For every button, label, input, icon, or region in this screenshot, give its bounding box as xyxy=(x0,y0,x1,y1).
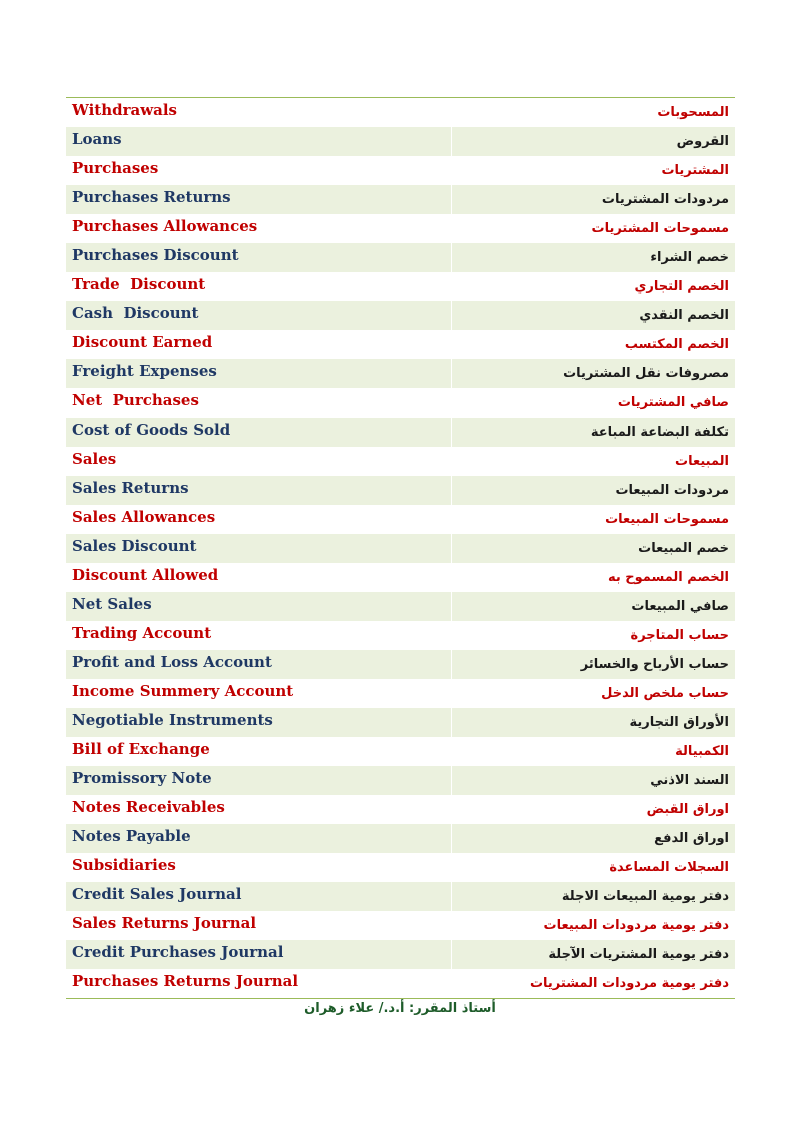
table-row xyxy=(66,447,735,476)
term-arabic: دفتر يومية المشتريات الآجلة xyxy=(548,947,729,963)
term-english: Bill of Exchange xyxy=(72,740,210,759)
table-row xyxy=(66,853,735,882)
term-english: Cost of Goods Sold xyxy=(66,418,452,447)
term-english: Cash Discount xyxy=(66,301,452,330)
table-row xyxy=(66,563,735,592)
term-arabic: اوراق القبض xyxy=(646,802,729,818)
term-english: Sales Returns xyxy=(66,476,452,505)
term-english: Promissory Note xyxy=(66,766,452,795)
term-arabic: حساب المتاجرة xyxy=(630,627,729,643)
table-row xyxy=(66,127,735,156)
term-english: Notes Payable xyxy=(66,824,452,853)
term-english: Purchases Returns Journal xyxy=(72,972,299,991)
term-english: Trading Account xyxy=(72,623,212,642)
term-english: Purchases xyxy=(72,159,159,178)
term-english: Purchases Returns xyxy=(66,185,452,214)
table-row xyxy=(66,476,735,505)
table-row xyxy=(66,969,735,998)
term-arabic: السند الاذني xyxy=(650,773,729,789)
term-english: Purchases Allowances xyxy=(72,217,258,236)
term-arabic: الخصم التجاري xyxy=(634,279,729,295)
table-row xyxy=(66,708,735,737)
term-arabic: دفتر يومية مردودات المبيعات xyxy=(543,918,729,934)
term-arabic: حساب ملخص الدخل xyxy=(601,685,729,701)
term-arabic: تكلفة البضاعة المباعة xyxy=(590,424,729,440)
term-arabic: دفتر يومية المبيعات الاجلة xyxy=(561,889,729,905)
table-row xyxy=(66,388,735,417)
term-english: Discount Allowed xyxy=(72,565,219,584)
term-english: Withdrawals xyxy=(72,101,177,119)
term-english: Income Summery Account xyxy=(72,681,294,700)
term-english: Profit and Loss Account xyxy=(66,650,452,679)
term-arabic: مسموحات المشتريات xyxy=(591,221,729,237)
term-english: Credit Sales Journal xyxy=(66,882,452,911)
table-row xyxy=(66,214,735,243)
term-english: Sales Discount xyxy=(66,534,452,563)
term-english: Sales xyxy=(72,449,117,468)
table-row xyxy=(66,330,735,359)
term-english: Trade Discount xyxy=(72,275,206,294)
term-english: Net Sales xyxy=(66,592,452,621)
table-row xyxy=(66,505,735,534)
term-english: Sales Returns Journal xyxy=(72,914,257,933)
glossary-table xyxy=(66,97,735,999)
table-row xyxy=(66,940,735,969)
table-row xyxy=(66,882,735,911)
term-english: Freight Expenses xyxy=(66,359,452,388)
term-arabic: الخصم المكتسب xyxy=(624,337,729,353)
table-row xyxy=(66,272,735,301)
table-row xyxy=(66,795,735,824)
table-row xyxy=(66,650,735,679)
term-arabic: مسموحات المبيعات xyxy=(605,511,729,527)
term-arabic: دفتر يومية مردودات المشتريات xyxy=(529,976,729,992)
term-arabic: الأوراق التجارية xyxy=(629,714,729,730)
term-english: Credit Purchases Journal xyxy=(66,940,452,969)
table-row xyxy=(66,824,735,853)
table-row xyxy=(66,243,735,272)
term-arabic: السجلات المساعدة xyxy=(609,860,729,876)
term-arabic: القروض xyxy=(676,134,729,150)
term-arabic: الكمبيالة xyxy=(675,744,729,760)
table-row xyxy=(66,592,735,621)
table-row xyxy=(66,359,735,388)
table-row xyxy=(66,737,735,766)
term-arabic: حساب الأرباح والخسائر xyxy=(580,656,729,672)
table-row xyxy=(66,98,735,127)
term-arabic: خصم المبيعات xyxy=(638,540,729,556)
table-row xyxy=(66,534,735,563)
term-english: Discount Earned xyxy=(72,333,213,352)
table-row xyxy=(66,418,735,447)
term-arabic: خصم الشراء xyxy=(650,250,729,266)
table-row xyxy=(66,185,735,214)
term-arabic: مردودات المبيعات xyxy=(615,482,729,498)
term-arabic: صافي المبيعات xyxy=(631,598,729,614)
instructor-credit: أستاذ المقرر: أ.د./ علاء زهران xyxy=(304,1001,496,1016)
table-row xyxy=(66,621,735,650)
term-arabic: مردودات المشتريات xyxy=(601,192,729,208)
table-row xyxy=(66,156,735,185)
term-english: Purchases Discount xyxy=(66,243,452,272)
term-arabic: صافي المشتريات xyxy=(617,395,729,411)
table-row xyxy=(66,766,735,795)
term-arabic: الخصم المسموح به xyxy=(607,569,729,585)
term-arabic: الخصم النقدي xyxy=(639,308,729,324)
term-arabic: المسحوبات xyxy=(657,105,729,120)
term-english: Subsidiaries xyxy=(72,856,176,875)
term-arabic: المشتريات xyxy=(661,163,729,179)
table-row xyxy=(66,679,735,708)
term-english: Sales Allowances xyxy=(72,507,216,526)
term-arabic: اوراق الدفع xyxy=(654,831,729,847)
term-arabic: المبيعات xyxy=(675,453,729,469)
term-arabic: مصروفات نقل المشتريات xyxy=(563,366,729,382)
table-row xyxy=(66,301,735,330)
table-row xyxy=(66,911,735,940)
term-english: Net Purchases xyxy=(72,391,199,410)
term-english: Loans xyxy=(66,127,452,156)
term-english: Notes Receivables xyxy=(72,798,225,817)
term-english: Negotiable Instruments xyxy=(66,708,452,737)
